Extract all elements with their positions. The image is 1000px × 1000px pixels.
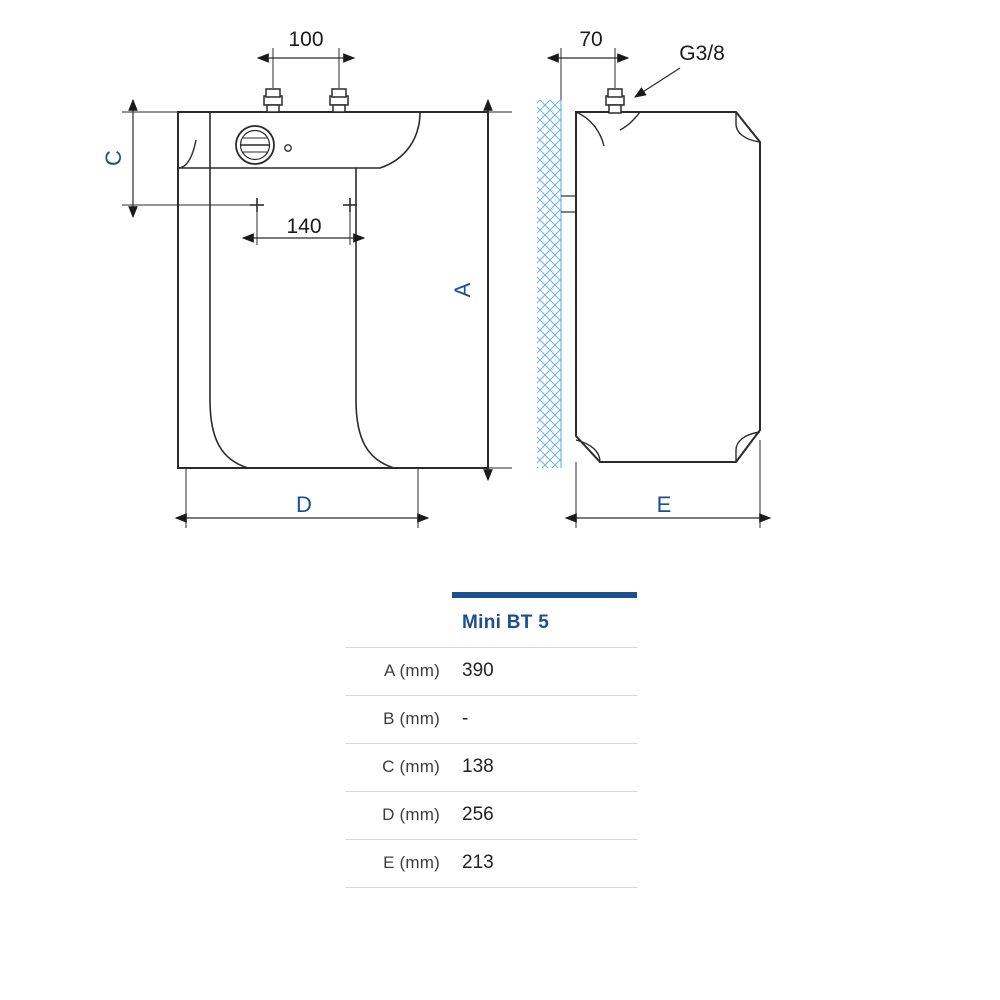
dimension-70-label: 70 [579,28,603,51]
accent-bar-cell [452,590,637,599]
dimension-100-label: 100 [288,28,324,51]
table-row [345,743,637,791]
thermostat-dial-icon [236,126,274,164]
header-blank-cell [345,599,452,647]
row-label-e: E (mm) [383,853,440,872]
row-value-b: - [462,708,469,729]
table-accent-bar-row [345,590,637,599]
specifications-table [345,590,637,888]
dimension-140-label: 140 [286,215,322,238]
table-row [345,839,637,887]
dimension-D [176,468,428,528]
accent-bar [452,592,637,598]
connector-right-icon [330,89,348,112]
accent-bar-left-spacer [345,590,452,599]
row-label-c: C (mm) [382,757,440,776]
dimension-100 [258,28,354,88]
side-outline [576,112,760,462]
wall-hatching [537,100,561,468]
table-row [345,791,637,839]
row-label-d: D (mm) [382,805,440,824]
side-view-group [537,28,770,528]
row-label-a: A (mm) [384,661,440,680]
row-value-a: 390 [462,660,494,681]
model-name: Mini BT 5 [462,611,550,633]
row-value-e: 213 [462,852,494,873]
row-label-b: B (mm) [383,709,440,728]
connector-side-icon [606,89,624,113]
row-value-c: 138 [462,756,494,777]
dimension-A-label: A [450,282,475,298]
dimension-E-label: E [656,492,672,517]
dimension-D-label: D [296,492,312,517]
dimension-C-label: C [101,150,126,166]
dimension-G38 [635,42,725,97]
table-row [345,695,637,743]
table-header-row [345,599,637,647]
dimension-G38-label: G3/8 [679,42,725,65]
connector-left-icon [264,89,282,112]
front-view-group [101,28,512,528]
row-value-d: 256 [462,804,494,825]
table-row [345,647,637,695]
